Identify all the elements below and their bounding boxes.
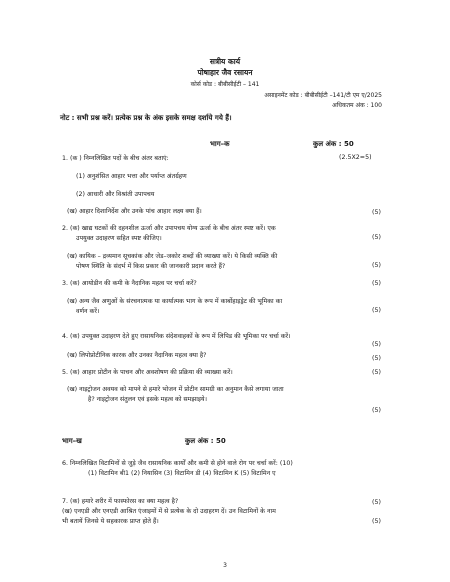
instructions-note: नोट : सभी प्रश्न करें। प्रत्येक प्रश्न के अंक इसके समक्ष दर्शाये गये हैं। (60, 114, 232, 122)
course-code: कोर्स कोड : बीबीसीईटी – 141 (190, 81, 260, 88)
q5a-text: 5. (क) आहार प्रोटीन के पाचन और अवशोषण की प्रक्रिया की व्याख्या करें। (62, 369, 233, 376)
q2b-line-1: (ख) कायिक – द्रव्यमान सूचकांक और जेड–जकोर शब्दों की व्याख्या करें। ये किसी व्यक्ति की (67, 253, 278, 260)
q3b-marks: (5) (372, 307, 381, 314)
q1b-text: (ख) आहार दिशानिर्देश और उनके पांच आहार लक्ष्य क्या हैं। (67, 208, 202, 215)
part-b-total: कुल अंक : 50 (185, 437, 226, 445)
q5a-marks: (5) (372, 369, 381, 376)
part-b-title: भाग–ख (62, 437, 82, 445)
q5b-line-1: (ख) नाइट्रोजन अवयव को मापने से हमारे भोजन में प्रोटीन सामग्री का अनुमान कैसे लगाया जाता (67, 386, 284, 393)
q1a-item-2: (2) आधारी और विश्रांती उपापचय (76, 191, 155, 198)
q4a-text: 4. (क) उपयुक्त उदाहरण देते हुए रासायनिक संदेशवाहकों के रूप में लिपिड की भूमिका पर चर्चा करें। (62, 333, 291, 340)
q2a-line-2: उपयुक्त उदाहरण सहित स्पष्ट कीजिए। (76, 235, 162, 242)
q7a-marks: (5) (372, 499, 381, 506)
assignment-code: असाइनमेंट कोड : बीबीसीईटी –141/टी एम ए/2025 (264, 92, 382, 99)
q1a-item-1: (1) अनुशंसित आहार भत्ता और पर्याप्त अंतर्ग्रहण (76, 173, 187, 180)
q5b-marks: (5) (372, 407, 381, 414)
q6-line-1: 6. निम्नलिखित विटामिनों से जुड़े जैव रासायनिक कार्यों और कमी से होने वाले रोग पर चर्चा करें: (10) (62, 460, 293, 467)
q2b-marks: (5) (372, 262, 381, 269)
q7b-marks: (5) (372, 518, 381, 525)
part-a-total: कुल अंक : 50 (313, 140, 354, 148)
q1b-marks: (5) (372, 209, 381, 216)
q6-line-2: (1) विटामिन बी1 (2) नियासिन (3) विटामिन डी (4) विटामिन K (5) विटामिन ए (88, 470, 276, 477)
page-number: 3 (223, 562, 227, 569)
q7b-line-2: भी बतायें जिनसे ये सहकारक प्राप्त होते हैं। (62, 518, 159, 525)
header-subtitle: पोषाहार जैव रसायन (197, 68, 253, 77)
q3a-text: 3. (क) आयोडीन की कमी के नैदानिक महत्व पर चर्चा करें? (62, 280, 197, 287)
header-title: सत्रीय कार्य (209, 57, 241, 66)
q3b-line-1: (ख) अन्य जैव अणुओं के संरचनात्मक या कार्यात्मक भाग के रूप में कार्बोहाइड्रेट की भूमिका का (67, 298, 283, 305)
q3a-marks: (5) (372, 280, 381, 287)
q4b-marks: (5) (372, 355, 381, 362)
q1a-text: 1. (क ) निम्नलिखित पदों के बीच अंतर बताएं: (62, 155, 169, 162)
q1a-marks: (2.5X2=5) (339, 154, 372, 161)
max-marks: अधिकतम अंक : 100 (332, 102, 382, 109)
q4b-text: (ख) लिपोप्रोटीनिक कारक और उनका नैदानिक महत्व क्या है? (67, 352, 207, 359)
q2a-marks: (5) (372, 234, 381, 241)
q5b-line-2: है? नाइट्रोजन संतुलन एवं इसके महत्व को समझाइये। (88, 396, 207, 403)
q4a-marks: (5) (372, 341, 381, 348)
part-a-title: भाग–क (210, 140, 230, 148)
q7a-text: 7. (क) हमारे शरीर में फास्फोरस का क्या महत्व है? (62, 498, 179, 505)
q3b-line-2: वर्णन करें। (76, 308, 100, 315)
q2b-line-2: पोषण स्थिति के संदर्भ में किस प्रकार की जानकारी प्रदान करते हैं? (76, 263, 226, 270)
q2a-line-1: 2. (क) खाद्य घटकों की दहनशील ऊर्जा और उपापचय योग्य ऊर्जा के बीच अंतर स्पष्ट करें। एक (62, 225, 276, 232)
q7b-line-1: (ख) एनएडी और एनएडी आश्रित एंजाइमों में से प्रत्येक के दो उदाहरण दें। उन विटामिनों के नाम (62, 508, 276, 515)
